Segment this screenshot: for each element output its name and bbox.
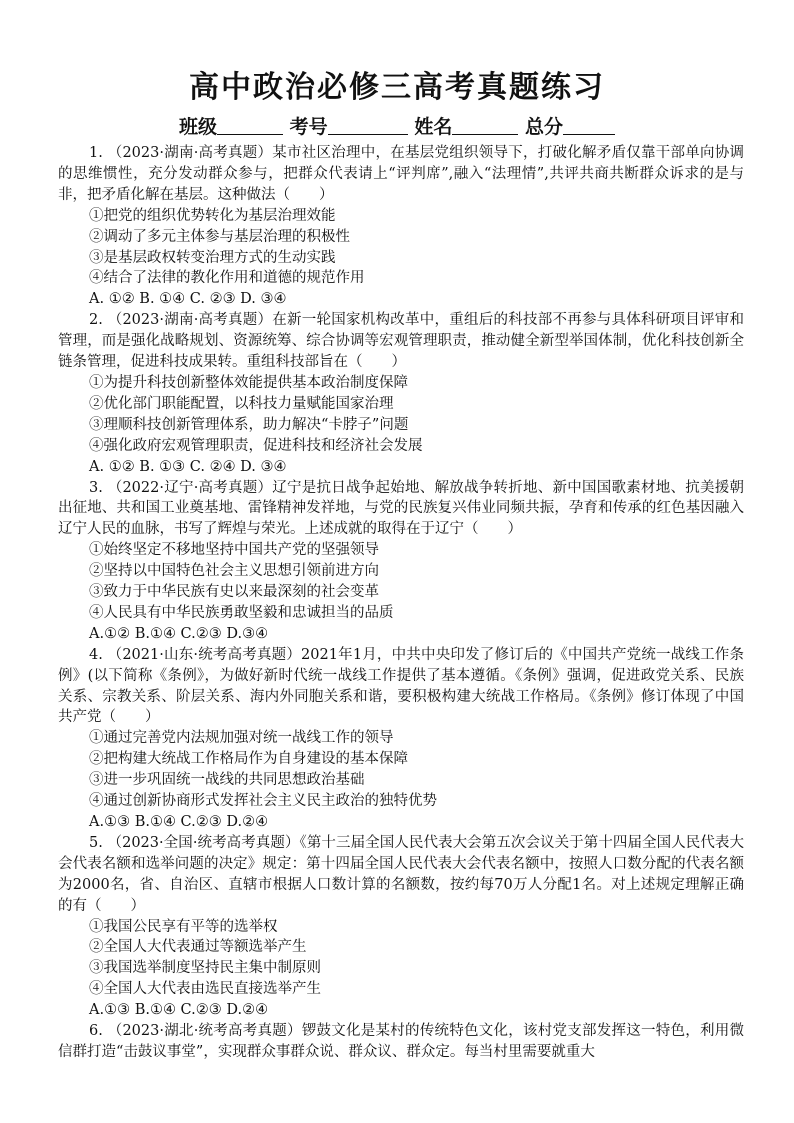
question-stem: 5. （2023·全国·统考高考真题）《第十三届全国人民代表大会第五次会议关于第十四届全国人民代表大会代表名额和选举问题的决定》规定：第十四届全国人民代表大会代表名额中，按照人口数分配的代表名额为2000名，省、自治区、直辖市根据人口数计算的名额数，按约每70万人分配1名。对上述规定理解正确的有（ ）: [58, 834, 744, 914]
name-label: 姓名: [414, 116, 453, 138]
option-item: ①为提升科技创新整体效能提供基本政治制度保障: [89, 374, 408, 391]
option-item: ③进一步巩固统一战线的共同思想政治基础: [89, 772, 365, 789]
option-item: ③致力于中华民族有史以来最深刻的社会变革: [89, 584, 379, 601]
answer-choices: A.①③ B.①④ C.②③ D.②④: [89, 1002, 269, 1019]
exam-number-blank[interactable]: [328, 116, 408, 135]
option-item: ①我国公民享有平等的选举权: [89, 918, 278, 935]
option-item: ④强化政府宏观管理职责，促进科技和经济社会发展: [89, 437, 423, 454]
option-item: ②优化部门职能配置，以科技力量赋能国家治理: [89, 395, 394, 412]
answer-choices: A. ①② B. ①③ C. ②④ D. ③④: [89, 458, 287, 475]
option-item: ③是基层政权转变治理方式的生动实践: [89, 249, 336, 266]
class-blank[interactable]: [217, 116, 283, 135]
question-stem: 6. （2023·湖北·统考高考真题）锣鼓文化是某村的传统特色文化，该村党支部发挥这一特色，利用微信群打造“击鼓议事堂”，实现群众事群众说、群众议、群众定。每当村里需要就重大: [58, 1023, 744, 1060]
option-item: ②全国人大代表通过等额选举产生: [89, 939, 307, 956]
option-item: ②调动了多元主体参与基层治理的积极性: [89, 228, 350, 245]
question-5: [58, 833, 744, 1021]
question-3: [58, 478, 744, 645]
answer-choices: A.①③ B.①④ C.②③ D.②④: [89, 814, 269, 830]
question-2: [58, 310, 744, 477]
option-item: ①通过完善党内法规加强对统一战线工作的领导: [89, 730, 394, 747]
class-label: 班级: [179, 116, 218, 138]
option-item: ④结合了法律的教化作用和道德的规范作用: [89, 270, 365, 287]
option-item: ④人民具有中华民族勇敢坚毅和忠诚担当的品质: [89, 604, 394, 621]
option-item: ②把构建大统战工作格局作为自身建设的基本保障: [89, 751, 408, 768]
exam-number-label: 考号: [289, 116, 328, 138]
option-item: ①始终坚定不移地坚持中国共产党的坚强领导: [89, 542, 379, 559]
question-stem: 4. （2021·山东·统考高考真题）2021年1月，中共中央印发了修订后的《中国共产党统一战线工作条例》(以下简称《条例》，为做好新时代统一战线工作提供了基本遵循。《条例》强调，促进政党关系、民族关系、宗教关系、阶层关系、海内外同胞关系和谐，要积极构建大统战工作格局。《条例》修订体现了中国共产党（ ）: [58, 646, 744, 726]
question-1: [58, 143, 744, 310]
option-item: ④通过创新协商形式发挥社会主义民主政治的独特优势: [89, 793, 437, 810]
question-4: [58, 645, 744, 833]
question-stem: 2. （2023·湖南·高考真题）在新一轮国家机构改革中，重组后的科技部不再参与具体科研项目评审和管理，而是强化战略规划、资源统筹、综合协调等宏观管理职责，推动健全新型举国体制，优化科技创新全链条管理，促进科技成果转。重组科技部旨在（ ）: [58, 312, 744, 371]
answer-choices: A. ①② B. ①④ C. ②③ D. ③④: [89, 291, 287, 308]
question-6: [58, 1021, 744, 1063]
name-blank[interactable]: [452, 116, 518, 135]
answer-choices: A.①② B.①④ C.②③ D.③④: [89, 625, 269, 642]
question-stem: 3. （2022·辽宁·高考真题）辽宁是抗日战争起始地、解放战争转折地、新中国国歌素材地、抗美援朝出征地、共和国工业奠基地、雷锋精神发祥地，与党的民族复兴伟业同频共振，孕育和传承的红色基因融入辽宁人民的血脉，书写了辉煌与荣光。上述成就的取得在于辽宁（ ）: [58, 479, 744, 538]
student-info-line: [0, 112, 794, 139]
option-item: ①把党的组织优势转化为基层治理效能: [89, 207, 336, 224]
option-item: ②坚持以中国特色社会主义思想引领前进方向: [89, 563, 379, 580]
option-item: ③理顺科技创新管理体系，助力解决“卡脖子”问题: [89, 416, 409, 433]
option-item: ④全国人大代表由选民直接选举产生: [89, 981, 321, 998]
page-title: 高中政治必修三高考真题练习: [189, 70, 605, 105]
option-item: ③我国选举制度坚持民主集中制原则: [89, 960, 321, 977]
total-score-blank[interactable]: [563, 116, 615, 135]
question-stem: 1. （2023·湖南·高考真题）某市社区治理中，在基层党组织领导下，打破化解矛盾仅靠干部单向协调的思维惯性，充分发动群众参与，把群众代表请上“评判席”,融入“法理情”,共评共商共断群众诉求的是与非，把矛盾化解在基层。这种做法（ ）: [58, 145, 744, 203]
total-score-label: 总分: [524, 116, 563, 138]
question-list: [58, 143, 744, 1063]
